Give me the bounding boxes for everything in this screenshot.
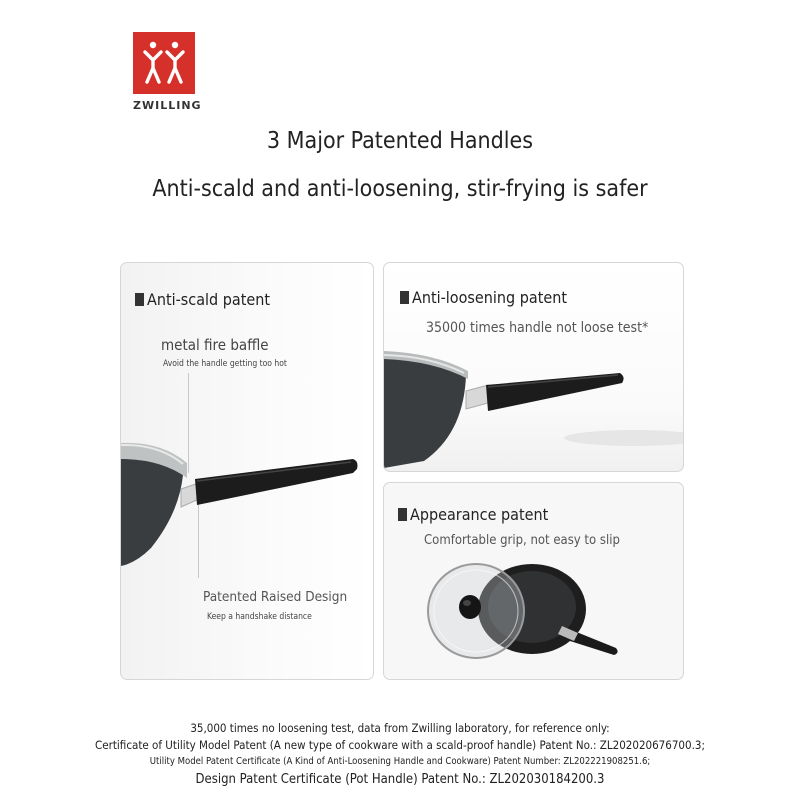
wok-handle-image xyxy=(384,263,683,471)
page-title: 3 Major Patented Handles xyxy=(266,128,534,154)
footer-patent-3: Design Patent Certificate (Pot Handle) Patent No.: ZL202030184200.3 xyxy=(195,772,605,787)
footer-patent-2: Utility Model Patent Certificate (A Kind of Anti-Loosening Handle and Cookware) Patent Number: ZL202221908251.6; xyxy=(149,756,651,767)
anti-loosening-card xyxy=(383,262,684,472)
appearance-card xyxy=(383,482,684,680)
brand-name: ZWILLING xyxy=(133,99,202,112)
footer-test-note: 35,000 times no loosening test, data from Zwilling laboratory, for reference only: xyxy=(190,721,610,735)
page-subtitle: Anti-scald and anti-loosening, stir-frying is safer xyxy=(152,176,648,202)
raised-design-note: Keep a handshake distance xyxy=(207,612,312,622)
brand-logo xyxy=(133,32,202,112)
wok-with-lid-image xyxy=(384,483,683,679)
metal-fire-baffle-note: Avoid the handle getting too hot xyxy=(163,359,287,369)
zwilling-twin-logo-icon xyxy=(133,32,195,94)
appearance-heading-text: Appearance patent xyxy=(410,505,549,524)
metal-fire-baffle-label: metal fire baffle xyxy=(161,336,269,354)
footer-patent-1: Certificate of Utility Model Patent (A new type of cookware with a scald-proof handle) Patent No.: ZL202020676700.3; xyxy=(95,738,705,752)
anti-loosening-note: 35000 times handle not loose test* xyxy=(426,320,649,336)
raised-design-label: Patented Raised Design xyxy=(203,589,348,605)
anti-scald-heading-text: Anti-scald patent xyxy=(147,290,270,309)
anti-loosening-heading-text: Anti-loosening patent xyxy=(412,288,567,307)
appearance-note: Comfortable grip, not easy to slip xyxy=(424,533,620,548)
anti-scald-card xyxy=(120,262,374,680)
